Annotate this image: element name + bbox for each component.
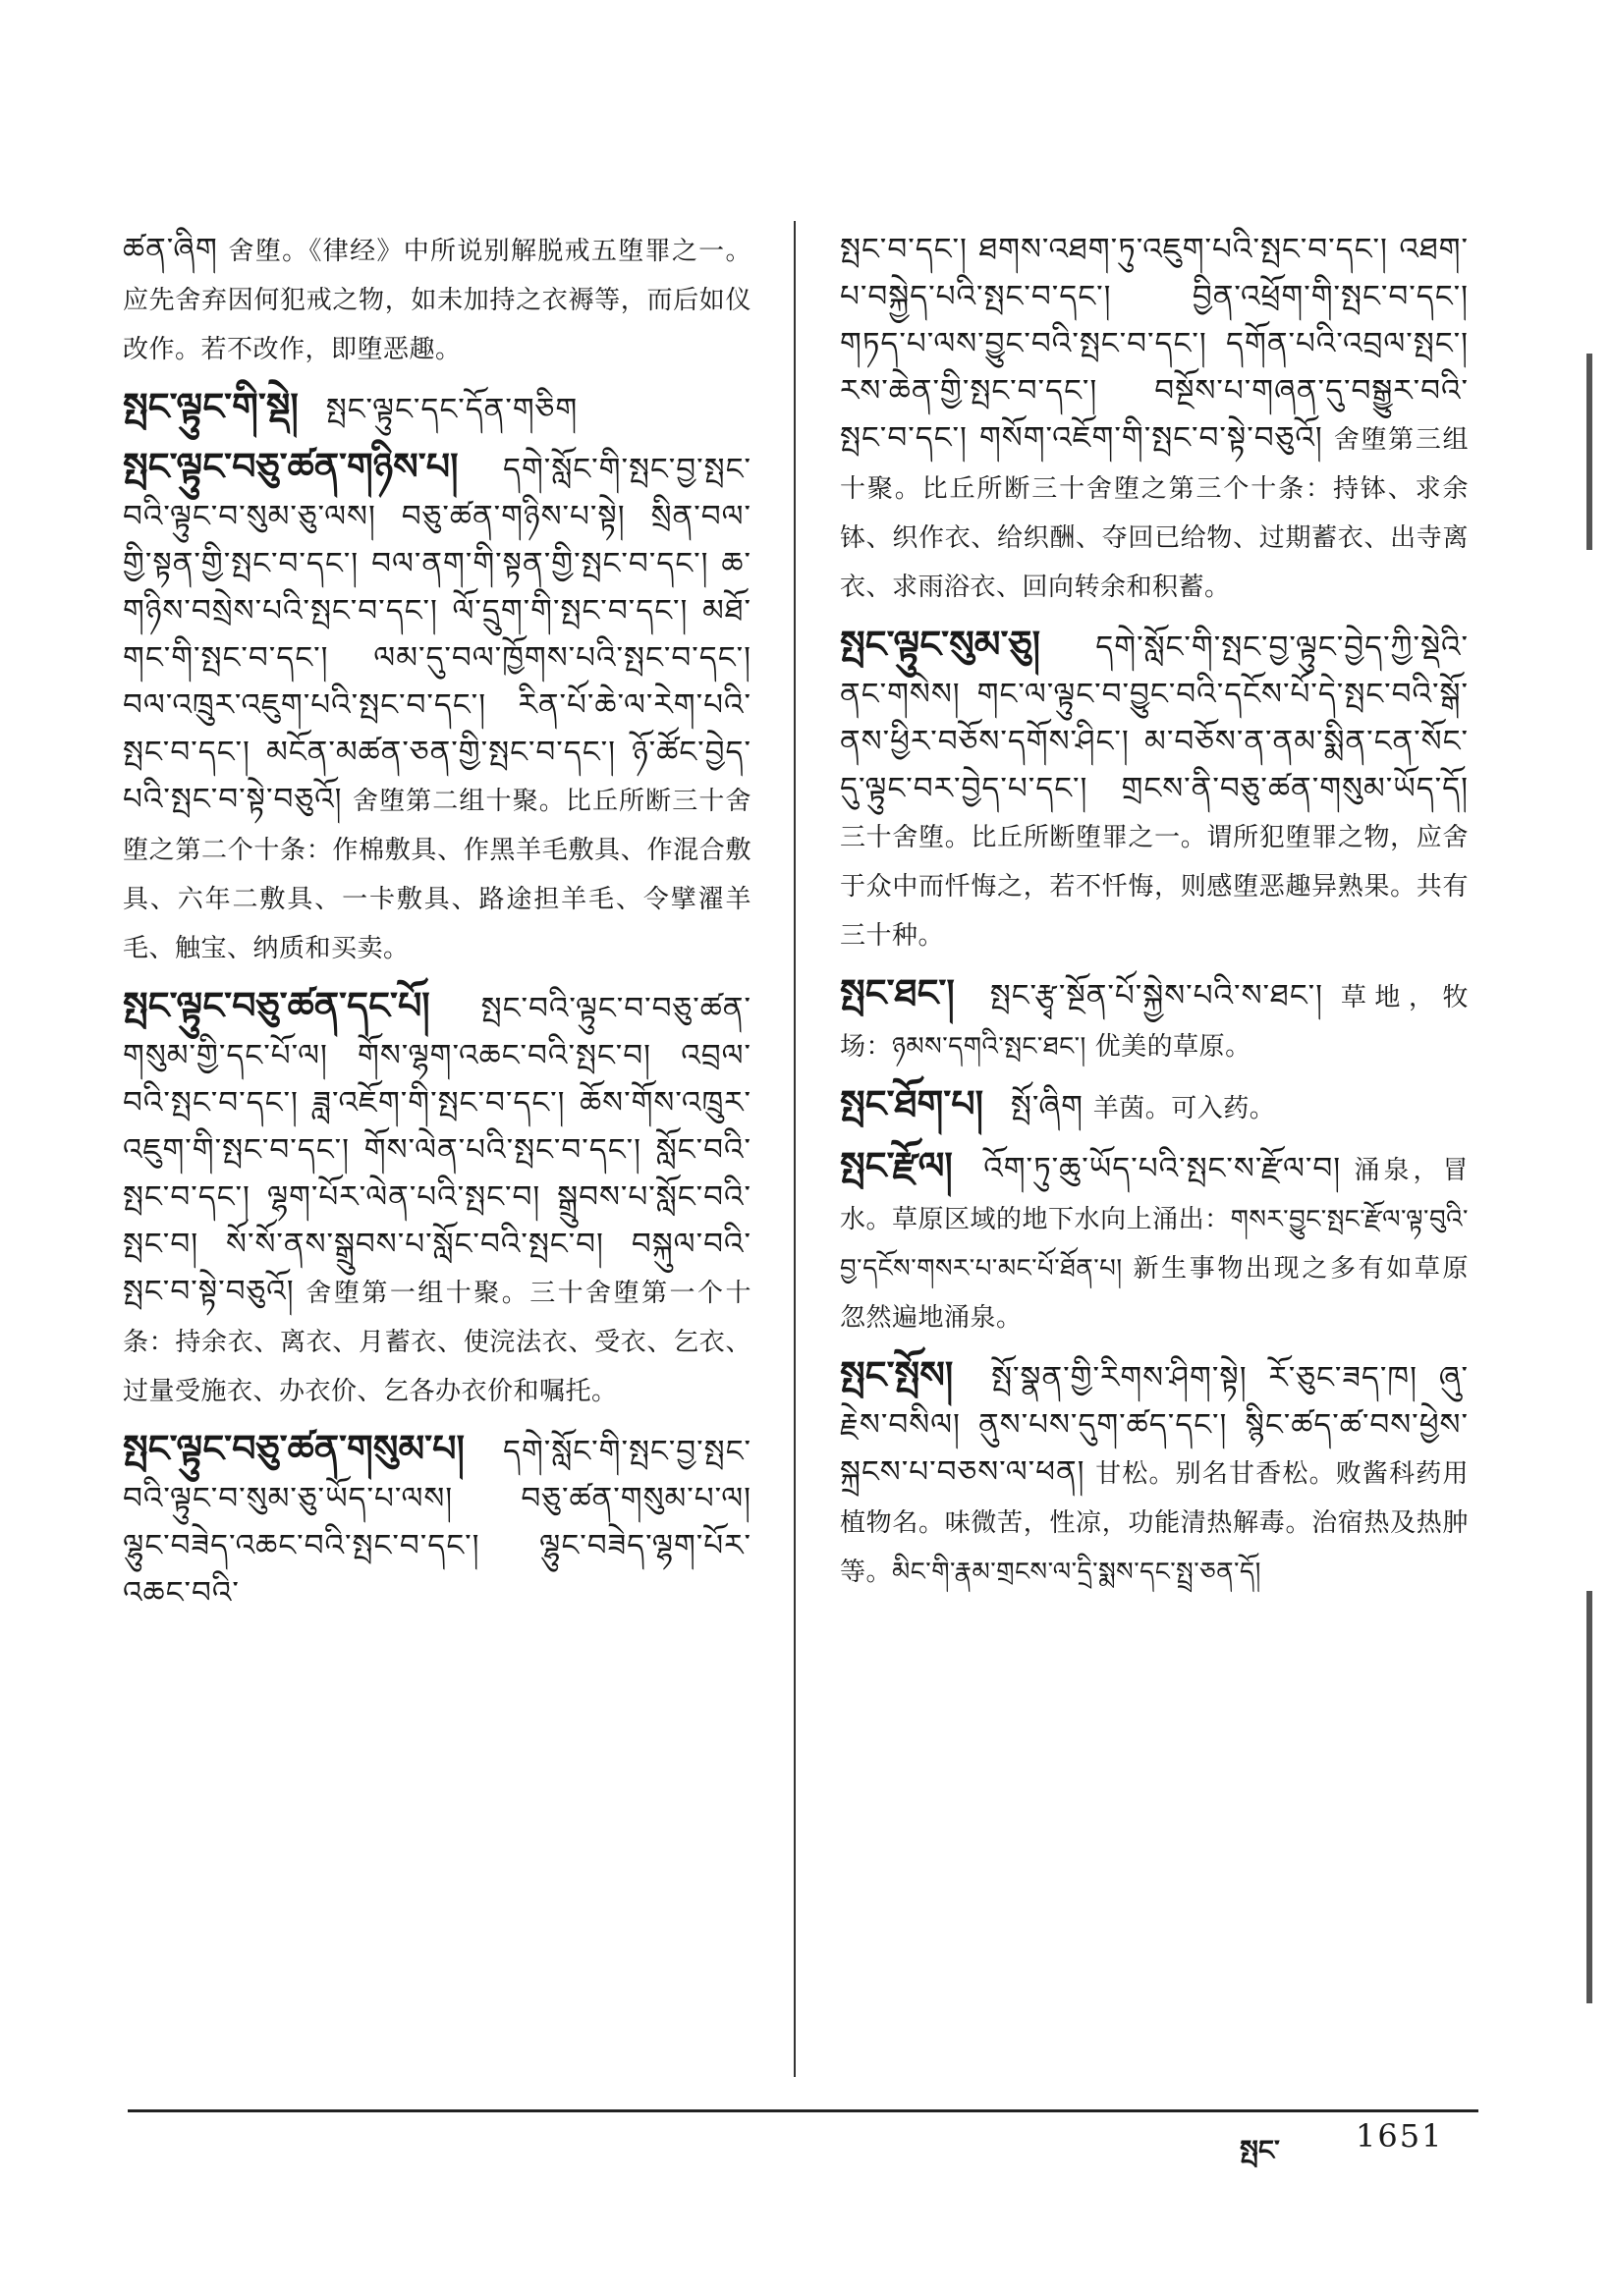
entry-chinese: 舍堕。《律经》中所说别解脱戒五堕罪之一。应先舍弃因何犯戒之物，如未加持之衣褥等，而后如仪改作。若不改作，即堕恶趣。 bbox=[123, 237, 751, 364]
entry-chinese: 甘松。别名甘香松。败酱科药用植物名。味微苦，性凉，功能清热解毒。治宿热及热肿等。མིང་གི་རྣམ་གྲངས་ལ་དྲི་སྨས་དང་སྤྲ་ཅན་དོ། bbox=[840, 1459, 1469, 1587]
entry-headword: སྤང་ལྟུང་བཅུ་ཚན་དང་པོ། bbox=[123, 983, 430, 1027]
entry-tibetan: དགེ་སློང་གི་སྤང་བྱ་སྤང་བའི་ལྟུང་བ་སུམ་ཅུ་ལས། བཅུ་ཚན་གཉིས་པ་སྟེ། སྲིན་བལ་གྱི་སྟན་གྱི་སྤང་བ་དང་། བལ་ནག་གི་སྟན་གྱི་སྤང་བ་དང་། ཆ་གཉིས་བསྲེས་པའི་སྤང་བ་དང་། ལོ་དྲུག་གི་སྤང་བ་དང་། མཐོ་གང་གི་སྤང་བ་དང་། ལམ་དུ་བལ་ཁྱོགས་པའི་སྤང་བ་དང་། བལ་འཁྲུར་འཇུག་པའི་སྤང་བ་དང་། རིན་པོ་ཆེ་ལ་རེག་པའི་སྤང་བ་དང་། མངོན་མཚན་ཅན་གྱི་སྤང་བ་དང་། ཉོ་ཚོང་བྱེད་པའི་སྤང་བ་སྟེ་བཅུའོ། bbox=[123, 452, 751, 817]
entry bbox=[123, 443, 751, 972]
entry-tibetan: སྤོ་ཞིག bbox=[1010, 1089, 1084, 1124]
entry bbox=[123, 226, 751, 373]
entry bbox=[123, 982, 751, 1415]
entry-headword: སྤང་སྤོས། bbox=[840, 1352, 954, 1396]
page-number: 1651 bbox=[1356, 2117, 1444, 2155]
entry-chinese: 涌泉，冒水。草原区域的地下水向上涌出：གསར་བྱུང་སྤང་རྫོལ་ལྟ་བུའི་བྱ་དངོས་གསར་པ་མང་པོ་ཐོན་པ། 新生事物出现之多有如草原忽然遍地涌泉。 bbox=[840, 1156, 1469, 1333]
entry-headword: སྤང་ཐང་། bbox=[840, 970, 955, 1014]
entry-chinese: 舍堕第三组十聚。比丘所断三十舍堕之第三个十条：持钵、求余钵、织作衣、给织酬、夺回已给物、过期蓄衣、出寺离衣、求雨浴衣、回向转余和积蓄。 bbox=[840, 425, 1469, 602]
entry-chinese: 草地，牧场：ཉམས་དགའི་སྤང་ཐང་། 优美的草原。 bbox=[840, 983, 1469, 1062]
entry bbox=[123, 383, 751, 433]
entry-tibetan: ཚན་ཞིག bbox=[123, 232, 218, 267]
entry-headword: སྤང་ལྟུང་བཅུ་ཚན་གཉིས་པ། bbox=[123, 444, 459, 488]
right-column bbox=[840, 226, 1469, 2072]
entry-tibetan: སྤོ་སྣན་གྱི་རིགས་ཤིག་སྟེ། རོ་ཅུང་ཟད་ཁ། ཞུ་རྗེས་བསིལ། ནུས་པས་དུག་ཚད་དང་། སྙིང་ཚད་ཚ་བས་ཕྱེས་སྐྲངས་པ་བཅས་ལ་ཕན། bbox=[840, 1360, 1469, 1490]
entry-tibetan: སྤང་བ་དང་། ཐགས་འཐག་ཏུ་འཇུག་པའི་སྤང་བ་དང་། འཐག་པ་བསྐྱེད་པའི་སྤང་བ་དང་། བྱིན་འཕྲོག་གི་སྤང་བ་དང་། གཏད་པ་ལས་བྱུང་བའི་སྤང་བ་དང་། དགོན་པའི་འབྲལ་སྤང་། རས་ཆེན་གྱི་སྤང་བ་དང་། བསྔོས་པ་གཞན་དུ་བསྒྱུར་བའི་སྤང་བ་དང་། གསོག་འཇོག་གི་སྤང་བ་སྟེ་བཅུའོ། bbox=[840, 232, 1469, 456]
column-divider bbox=[794, 221, 796, 2077]
entry bbox=[840, 226, 1469, 611]
entry-chinese: 羊茵。可入药。 bbox=[1092, 1094, 1276, 1123]
running-head: སྤང་ bbox=[1240, 2134, 1280, 2166]
entry-chinese: 三十舍堕。比丘所断堕罪之一。谓所犯堕罪之物，应舍于众中而忏悔之，若不忏悔，则感堕恶趣异熟果。共有三十种。 bbox=[840, 823, 1469, 951]
entry-chinese: 舍堕第二组十聚。比丘所断三十舍堕之第二个十条：作棉敷具、作黑羊毛敷具、作混合敷具、六年二敷具、一卡敷具、路途担羊毛、令擘濯羊毛、触宝、纳质和买卖。 bbox=[123, 787, 751, 963]
entry-headword: སྤང་ལྟུང་བཅུ་ཚན་གསུམ་པ། bbox=[123, 1426, 465, 1470]
entry-tibetan: འོག་ཏུ་ཆུ་ཡོད་པའི་སྤང་ས་རྫོལ་བ། bbox=[983, 1151, 1342, 1186]
entry bbox=[840, 621, 1469, 959]
left-column bbox=[123, 226, 751, 2072]
entry-tibetan: སྤང་རྩྭ་སྔོན་པོ་སྐྱེས་པའི་ས་ཐང་། bbox=[989, 978, 1324, 1013]
entry-headword: སྤང་ཐོག་པ། bbox=[840, 1081, 984, 1125]
entry bbox=[840, 969, 1469, 1070]
entry-headword: སྤང་ལྟུང་གི་སྡེ། bbox=[123, 384, 299, 428]
entry-tibetan: སྤང་ལྟུང་དང་དོན་གཅིག bbox=[325, 392, 579, 427]
entry bbox=[840, 1142, 1469, 1341]
footer-rule bbox=[128, 2109, 1478, 2112]
entry-headword: སྤང་རྫོལ། bbox=[840, 1143, 953, 1187]
scan-edge-mark bbox=[1586, 354, 1592, 550]
entry-tibetan: སྤང་བའི་ལྟུང་བ་བཅུ་ཚན་གསུམ་གྱི་དང་པོ་ལ། གོས་ལྷག་འཆང་བའི་སྤང་བ། འབྲལ་བའི་སྤང་བ་དང་། ཟླ་འཇོག་གི་སྤང་བ་དང་། ཆོས་གོས་འཁྲུར་འཇུག་གི་སྤང་བ་དང་། གོས་ལེན་པའི་སྤང་བ་དང་། སློང་བའི་སྤང་བ་དང་། ལྷག་པོར་ལེན་པའི་སྤང་བ། སྒྲུབས་པ་སློང་བའི་སྤང་བ། སོ་སོ་ནས་སྒྲུབས་པ་སློང་བའི་སྤང་བ། བསྐུལ་བའི་སྤང་བ་སྟེ་བཅུའོ། bbox=[123, 991, 751, 1309]
scan-edge-mark bbox=[1586, 1591, 1592, 2003]
entry bbox=[840, 1080, 1469, 1132]
entry-tibetan: དགེ་སློང་གི་སྤང་བྱ་ལྟུང་བྱེད་ཀྱི་སྡེའི་ནང་གསེས། གང་ལ་ལྟུང་བ་བྱུང་བའི་དངོས་པོ་དེ་སྤང་བའི་སྒོ་ནས་ཕྱིར་བཅོས་དགོས་ཤིང་། མ་བཅོས་ན་ནམ་སྨིན་ངན་སོང་དུ་ལྟུང་བར་བྱེད་པ་དང་། གྲངས་ནི་བཅུ་ཚན་གསུམ་ཡོད་དོ། bbox=[840, 629, 1469, 806]
entry-headword: སྤང་ལྟུང་སུམ་ཅུ། bbox=[840, 622, 1041, 666]
entry bbox=[840, 1351, 1469, 1596]
entry bbox=[123, 1425, 751, 1616]
entry-chinese: 舍堕第一组十聚。三十舍堕第一个十条：持余衣、离衣、月蓄衣、使浣法衣、受衣、乞衣、过量受施衣、办衣价、乞各办衣价和嘱托。 bbox=[123, 1279, 751, 1406]
entry-tibetan: དགེ་སློང་གི་སྤང་བྱ་སྤང་བའི་ལྟུང་བ་སུམ་ཅུ་ཡོད་པ་ལས། བཅུ་ཚན་གསུམ་པ་ལ། ལྷུང་བཟེད་འཆང་བའི་སྤང་བ་དང་། ལྷུང་བཟེད་ལྷག་པོར་འཆང་བའི་ bbox=[123, 1434, 751, 1611]
